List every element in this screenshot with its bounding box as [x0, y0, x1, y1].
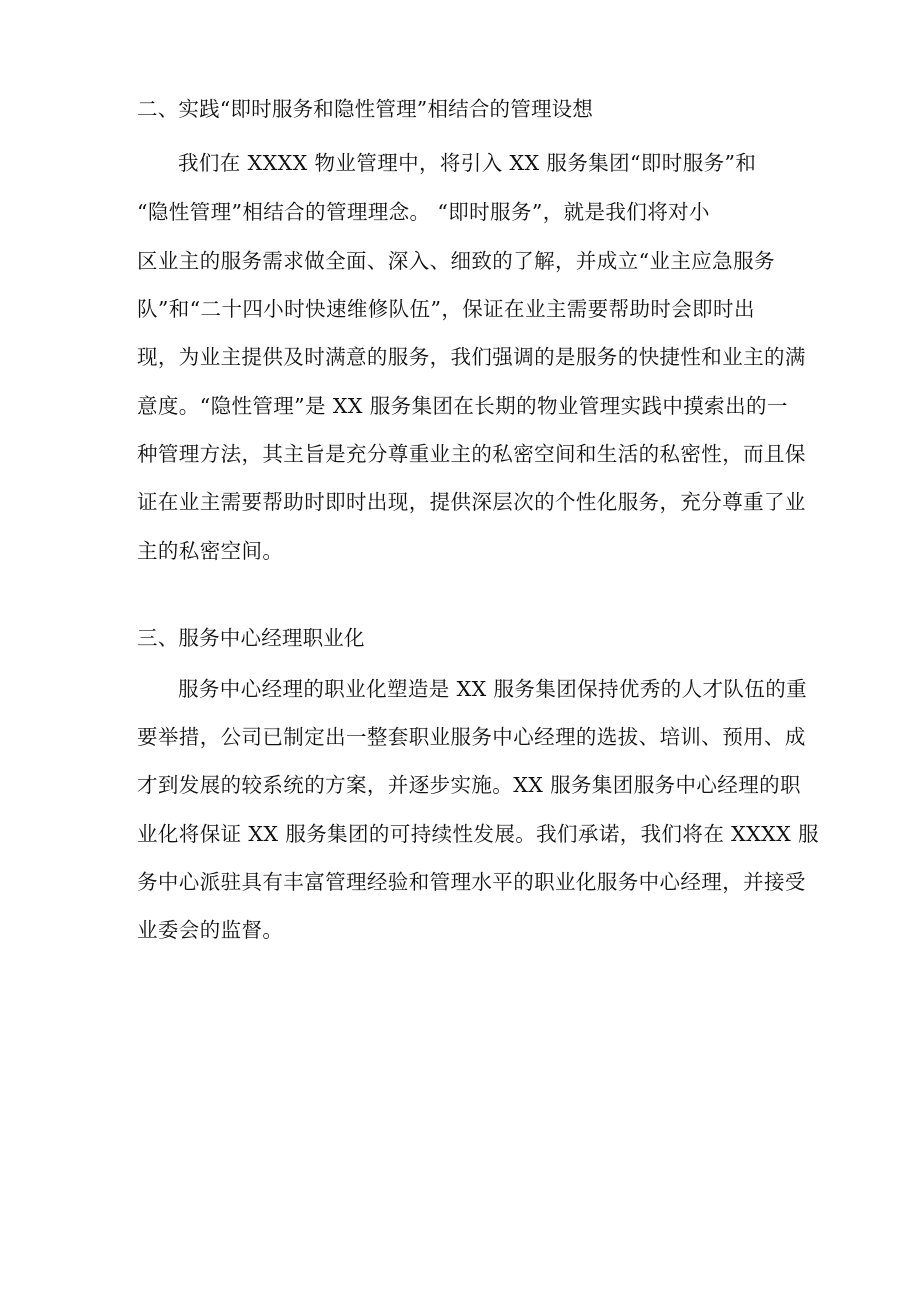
section-3-line-6: 业委会的监督。 [137, 918, 284, 942]
section-3-line-2: 要举措，公司已制定出一整套职业服务中心经理的选拔、培训、预用、成 [137, 725, 806, 749]
section-2-line-3: 区业主的服务需求做全面、深入、细致的了解，并成立“业主应急服务 [137, 249, 775, 273]
section-2-line-1: 我们在 XXXX 物业管理中，将引入 XX 服务集团“即时服务”和 [178, 151, 757, 175]
section-3-line-3: 才到发展的较系统的方案，并逐步实施。XX 服务集团服务中心经理的职 [137, 773, 801, 797]
section-3-heading: 三、服务中心经理职业化 [137, 626, 365, 650]
section-2-line-5: 现，为业主提供及时满意的服务，我们强调的是服务的快捷性和业主的满 [137, 345, 806, 369]
section-2-line-2: “隐性管理”相结合的管理理念。 “即时服务”，就是我们将对小 [137, 200, 710, 224]
section-2-line-9: 主的私密空间。 [137, 539, 284, 563]
section-2-line-8: 证在业主需要帮助时即时出现，提供深层次的个性化服务，充分尊重了业 [137, 490, 806, 514]
section-3-line-1: 服务中心经理的职业化塑造是 XX 服务集团保持优秀的人才队伍的重 [178, 677, 808, 701]
section-2-line-6: 意度。“隐性管理”是 XX 服务集团在长期的物业管理实践中摸索出的一 [137, 394, 788, 418]
section-2-line-7: 种管理方法，其主旨是充分尊重业主的私密空间和生活的私密性，而且保 [137, 442, 806, 466]
section-2-line-4: 队”和“二十四小时快速维修队伍”，保证在业主需要帮助时会即时出 [137, 297, 755, 321]
section-2-heading: 二、实践“即时服务和隐性管理”相结合的管理设想 [137, 97, 594, 121]
section-3-line-5: 务中心派驻具有丰富管理经验和管理水平的职业化服务中心经理，并接受 [137, 870, 806, 894]
section-3-line-4: 业化将保证 XX 服务集团的可持续性发展。我们承诺，我们将在 XXXX 服 [137, 822, 819, 846]
